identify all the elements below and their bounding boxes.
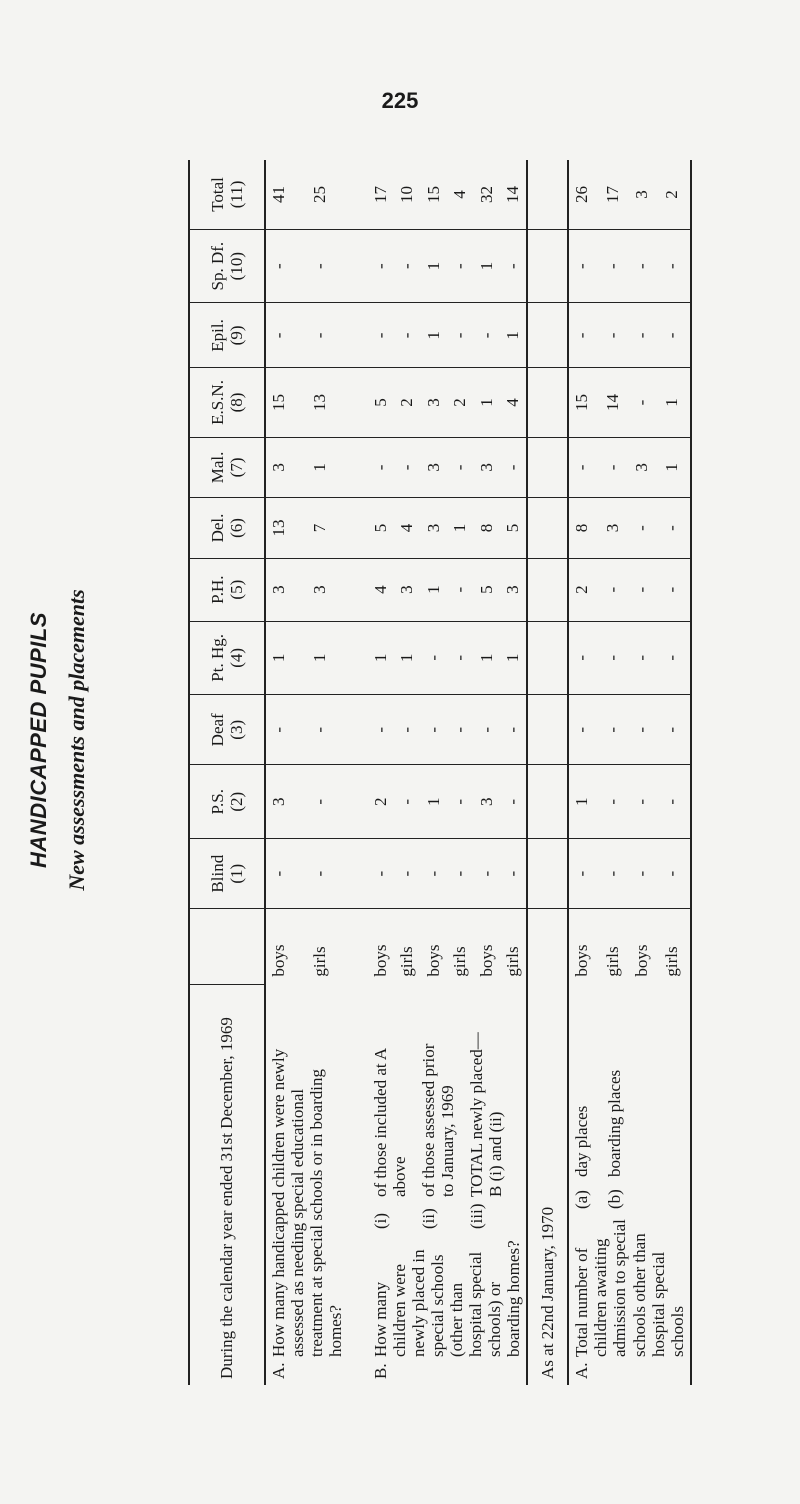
table-cell: - <box>368 839 394 909</box>
table-cell: - <box>600 558 630 621</box>
sex-label: boys <box>568 909 599 985</box>
table-cell: 8 <box>568 498 599 559</box>
table-cell: - <box>629 229 659 303</box>
sex-label: girls <box>447 909 473 985</box>
table-cell: - <box>629 368 659 437</box>
table-cell: - <box>600 695 630 765</box>
table-cell: 1 <box>659 368 690 437</box>
table-cell: 1 <box>474 229 500 303</box>
table-cell: 1 <box>421 558 447 621</box>
table-cell: 1 <box>659 437 690 498</box>
table-cell: 4 <box>450 190 470 199</box>
table-cell: - <box>568 229 599 303</box>
table-cell: - <box>600 621 630 695</box>
page-title: HANDICAPPED PUPILS <box>26 612 51 868</box>
table-cell: - <box>307 765 348 839</box>
rotated-table-page <box>10 80 710 1400</box>
table-cell: 1 <box>474 621 500 695</box>
table-cell: 3 <box>600 498 630 559</box>
table-cell: - <box>368 303 394 368</box>
table-cell: 15 <box>568 368 599 437</box>
table-cell: 1 <box>447 498 473 559</box>
table-cell: - <box>659 498 690 559</box>
table-cell: - <box>659 695 690 765</box>
table-cell: 14 <box>600 368 630 437</box>
table-cell: - <box>394 839 420 909</box>
table-cell: 2 <box>568 558 599 621</box>
table-cell: - <box>568 437 599 498</box>
table-row <box>265 160 307 1385</box>
table-cell: - <box>659 229 690 303</box>
table-cell: 1 <box>368 621 394 695</box>
table-cell: - <box>265 695 307 765</box>
table-cell: - <box>600 765 630 839</box>
table-cell: 3 <box>474 437 500 498</box>
table-cell: 14 <box>502 185 522 203</box>
table-header-row <box>189 160 265 1385</box>
table-cell: 2 <box>394 368 420 437</box>
table-cell: - <box>307 229 348 303</box>
sex-label: boys <box>421 909 447 985</box>
table-cell: 17 <box>602 185 622 203</box>
table-cell: 4 <box>500 368 527 437</box>
table-cell: - <box>447 303 473 368</box>
assessments-table <box>188 160 692 1385</box>
table-row <box>368 160 394 1385</box>
table-cell: 1 <box>307 621 348 695</box>
table-cell: 3 <box>265 558 307 621</box>
table-cell: 2 <box>662 190 682 199</box>
table-cell: - <box>659 621 690 695</box>
table-cell: - <box>368 437 394 498</box>
table-cell: - <box>600 229 630 303</box>
table-cell: - <box>394 437 420 498</box>
table-cell: - <box>659 303 690 368</box>
table-cell: 13 <box>265 498 307 559</box>
table-cell: 4 <box>394 498 420 559</box>
table-cell: - <box>629 303 659 368</box>
table-cell: - <box>659 839 690 909</box>
table-cell: 5 <box>474 558 500 621</box>
table-cell: - <box>307 303 348 368</box>
table-cell: 8 <box>474 498 500 559</box>
table-cell: 15 <box>265 368 307 437</box>
table-cell: - <box>368 229 394 303</box>
column-header: Sp. Df. (10) <box>189 229 265 303</box>
page-number: 225 <box>381 88 419 113</box>
table-cell: 7 <box>307 498 348 559</box>
table-cell: 1 <box>568 765 599 839</box>
table-cell: - <box>629 498 659 559</box>
sex-label: girls <box>659 909 690 985</box>
table-cell: 1 <box>500 303 527 368</box>
table-cell: 5 <box>368 498 394 559</box>
table-cell: 3 <box>307 558 348 621</box>
sex-label: boys <box>474 909 500 985</box>
table-cell: - <box>421 621 447 695</box>
table-cell: - <box>447 695 473 765</box>
table-cell: - <box>629 621 659 695</box>
table-cell: 17 <box>371 185 391 203</box>
column-header: P.S. (2) <box>189 765 265 839</box>
table-cell: - <box>447 229 473 303</box>
table-cell: 13 <box>307 368 348 437</box>
table-cell: 3 <box>421 437 447 498</box>
table-cell: 3 <box>265 437 307 498</box>
column-header: Pt. Hg. (4) <box>189 621 265 695</box>
column-header: Epil. (9) <box>189 303 265 368</box>
table-cell: - <box>394 303 420 368</box>
table-cell: - <box>600 839 630 909</box>
table-cell: 3 <box>629 437 659 498</box>
table-cell: - <box>447 839 473 909</box>
page-subtitle: New assessments and placements <box>64 589 89 891</box>
table-cell: 1 <box>474 368 500 437</box>
table-cell: - <box>500 695 527 765</box>
table-cell: - <box>447 558 473 621</box>
table-cell: - <box>447 621 473 695</box>
table-cell: 5 <box>500 498 527 559</box>
table-cell: - <box>265 229 307 303</box>
table-cell: 41 <box>269 185 288 203</box>
sex-label: girls <box>307 909 348 985</box>
table-cell: 1 <box>421 303 447 368</box>
table-cell: 1 <box>307 437 348 498</box>
table-cell: 1 <box>421 229 447 303</box>
table-cell: - <box>307 695 348 765</box>
table-cell: 32 <box>476 185 496 203</box>
column-header: Deaf (3) <box>189 695 265 765</box>
table-cell: - <box>394 229 420 303</box>
table-cell: - <box>394 695 420 765</box>
table-cell: - <box>421 695 447 765</box>
column-header: Mal. (7) <box>189 437 265 498</box>
table-cell: 3 <box>265 765 307 839</box>
table-cell: 1 <box>265 621 307 695</box>
column-header: P.H. (5) <box>189 558 265 621</box>
table-cell: - <box>474 695 500 765</box>
table-cell: - <box>307 839 348 909</box>
table-cell: - <box>659 765 690 839</box>
table-cell: 4 <box>368 558 394 621</box>
sex-label: boys <box>629 909 659 985</box>
table-cell: - <box>447 437 473 498</box>
table-row <box>568 160 599 1385</box>
table-cell: - <box>474 303 500 368</box>
table-cell: 1 <box>421 765 447 839</box>
table-cell: - <box>629 558 659 621</box>
table-cell: - <box>600 303 630 368</box>
table-cell: - <box>447 765 473 839</box>
table-cell: - <box>568 621 599 695</box>
sex-label: girls <box>500 909 527 985</box>
table-cell: - <box>421 839 447 909</box>
table-cell: 5 <box>368 368 394 437</box>
table-cell: - <box>659 558 690 621</box>
table-cell: 3 <box>421 368 447 437</box>
table-cell: - <box>629 839 659 909</box>
section-a-description: A.How many handicapped children were newly assessed as needing special educational treatment at special schools or in boarding homes? <box>269 1048 346 1379</box>
table-cell: - <box>265 839 307 909</box>
table-cell: - <box>500 229 527 303</box>
table-cell: 3 <box>394 558 420 621</box>
table-cell: 3 <box>632 190 652 199</box>
table-cell: - <box>394 765 420 839</box>
table-cell: 1 <box>500 621 527 695</box>
table-cell: - <box>629 695 659 765</box>
table-cell: - <box>629 765 659 839</box>
table-cell: - <box>265 303 307 368</box>
period2-heading-row <box>527 160 568 1385</box>
table-cell: - <box>568 839 599 909</box>
sex-column-header <box>189 909 265 985</box>
sex-label: girls <box>600 909 630 985</box>
period1-heading: During the calendar year ended 31st December, 1969 <box>189 985 265 1385</box>
sex-label: girls <box>394 909 420 985</box>
column-header: Total (11) <box>189 160 265 229</box>
column-header: E.S.N. (8) <box>189 368 265 437</box>
table-cell: 25 <box>310 185 330 203</box>
section-b-description: B.How many children were newly placed in special schools (other than hospital special schools) or boarding homes? (i)of those included at A above (ii)of those assessed prior to January, 1969 (iii)TOTAL newly placed—B (i) and (ii) <box>371 1032 524 1379</box>
table-cell: 1 <box>394 621 420 695</box>
sex-label: boys <box>265 909 307 985</box>
table-cell: 10 <box>397 185 417 203</box>
table-cell: 3 <box>500 558 527 621</box>
table-cell: - <box>500 839 527 909</box>
table-cell: - <box>600 437 630 498</box>
period2-heading: As at 22nd January, 1970 <box>527 985 568 1385</box>
table-cell: 2 <box>368 765 394 839</box>
column-header: Blind (1) <box>189 839 265 909</box>
table-cell: 2 <box>447 368 473 437</box>
table-cell: - <box>568 303 599 368</box>
column-header: Del. (6) <box>189 498 265 559</box>
table-cell: 15 <box>423 185 443 203</box>
table-cell: 3 <box>474 765 500 839</box>
table-cell: - <box>500 765 527 839</box>
section-a2-description: A.Total number of children awaiting admission to special schools other than hospital special schools (a)day places (b)boarding places <box>568 985 690 1385</box>
table-cell: 26 <box>568 160 599 229</box>
table-cell: - <box>500 437 527 498</box>
table-cell: - <box>474 839 500 909</box>
table-cell: - <box>368 695 394 765</box>
table-cell: - <box>568 695 599 765</box>
table-cell: 3 <box>421 498 447 559</box>
spacer-row <box>348 160 368 1385</box>
sex-label: boys <box>368 909 394 985</box>
